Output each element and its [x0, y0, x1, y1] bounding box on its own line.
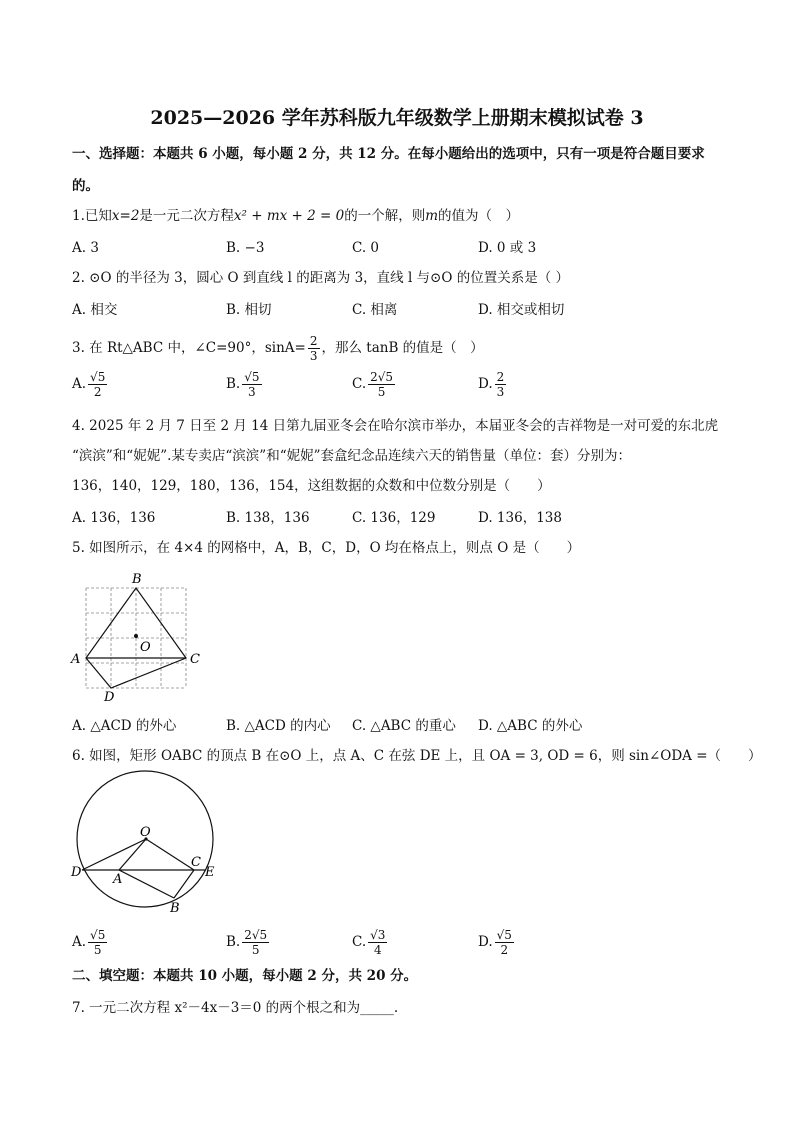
q2-option-a[interactable]: A. 相交	[72, 302, 118, 318]
q6-option-d[interactable]	[478, 928, 516, 957]
q6-circle-figure	[66, 770, 226, 920]
q6-label-o: O	[140, 825, 151, 840]
q4-option-d[interactable]: D. 136，138	[478, 510, 562, 526]
q6-option-a[interactable]	[72, 928, 109, 957]
q3-option-a-den: 2	[93, 385, 102, 399]
q1-post2: 的值为（ ）	[438, 208, 520, 224]
q6-segment-oa	[119, 839, 146, 870]
q6-option-c-label: C.	[352, 934, 367, 950]
q6-label-a: A	[113, 872, 123, 887]
q6-option-c[interactable]	[352, 928, 389, 957]
q3-option-c-den: 5	[377, 385, 386, 399]
q1-equation: x² + mx + 2 = 0	[233, 208, 345, 224]
q3-option-b-label: B.	[226, 376, 241, 392]
q2-option-b[interactable]: B. 相切	[226, 302, 272, 318]
q3-frac-num: 2	[309, 334, 318, 348]
section2-heading: 二、填空题：本题共 10 小题，每小题 2 分，共 20 分。	[72, 968, 418, 984]
q1-post: 的一个解，则	[344, 208, 426, 224]
q1-x-value: x=2	[111, 208, 140, 224]
q5-option-b[interactable]: B. △ACD 的内心	[226, 718, 331, 734]
q6-segment-bc	[174, 870, 194, 898]
q3-option-d[interactable]	[478, 370, 508, 399]
q2-option-c[interactable]: C. 相离	[352, 302, 398, 318]
q1-option-b[interactable]: B. −3	[226, 240, 265, 256]
q3-option-a-label: A.	[72, 376, 87, 392]
q1-option-c[interactable]: C. 0	[352, 240, 380, 256]
q1-option-a[interactable]: A. 3	[72, 240, 99, 256]
q4-option-c[interactable]: C. 136，129	[352, 510, 436, 526]
q5-label-c: C	[190, 652, 200, 667]
q6-segment-od	[82, 839, 146, 870]
section1-heading: 一、选择题：本题共 6 小题，每小题 2 分，共 12 分。在每小题给出的选项中，只有一项是符合题目要求	[72, 146, 705, 162]
question-5: 5. 如图所示，在 4×4 的网格中，A，B，C，D，O 均在格点上，则点 O 是（ ）	[72, 540, 581, 556]
q2-option-d[interactable]: D. 相交或相切	[478, 302, 565, 318]
question-4-line2: “滨滨”和“妮妮”.某专卖店“滨滨”和“妮妮”套盒纪念品连续六天的销售量（单位：套）分别为：	[72, 448, 632, 464]
q3-option-b[interactable]	[226, 370, 264, 399]
q6-option-a-den: 5	[93, 943, 102, 957]
q6-label-e: E	[205, 865, 215, 880]
question-4-line3: 136，140，129，180，136，154，这组数据的众数和中位数分别是（ ）	[72, 478, 551, 494]
q5-option-a[interactable]: A. △ACD 的外心	[72, 718, 177, 734]
q5-grid-figure	[68, 570, 208, 705]
q5-option-c[interactable]: C. △ABC 的重心	[352, 718, 456, 734]
q6-option-d-label: D.	[478, 934, 493, 950]
q6-option-b-label: B.	[226, 934, 241, 950]
q5-label-d: D	[104, 690, 115, 705]
q3-option-a[interactable]	[72, 370, 109, 399]
q3-option-c-label: C.	[352, 376, 367, 392]
q5-option-d[interactable]: D. △ABC 的外心	[478, 718, 583, 734]
q6-segment-ab	[119, 870, 174, 898]
q6-segment-oc	[146, 839, 194, 870]
q6-label-c: C	[191, 855, 201, 870]
q3-option-a-num: √5	[90, 370, 106, 384]
q6-option-c-num: √3	[370, 928, 386, 942]
q6-option-d-num: √5	[496, 928, 512, 942]
q3-option-b-den: 3	[248, 385, 256, 399]
q6-label-b: B	[170, 901, 180, 916]
q1-mid: 是一元二次方程	[139, 208, 234, 224]
question-3	[72, 334, 484, 363]
q1-pre: 1.已知	[72, 208, 112, 224]
q3-pre: 3. 在 Rt△ABC 中，∠C=90°，sinA=	[72, 340, 306, 356]
q5-label-a: A	[71, 652, 81, 667]
q3-option-c[interactable]	[352, 370, 397, 399]
exam-title: 2025—2026 学年苏科版九年级数学上册期末模拟试卷 3	[150, 107, 644, 129]
q3-frac-den: 3	[309, 349, 318, 363]
question-7: 7. 一元二次方程 x²－4x－3＝0 的两个根之和为_____.	[72, 1000, 399, 1016]
q6-option-b-num: 2√5	[244, 928, 268, 942]
q3-post: ，那么 tanB 的值是（ ）	[321, 340, 484, 356]
question-4-line1: 4. 2025 年 2 月 7 日至 2 月 14 日第九届亚冬会在哈尔滨市举办，本届亚冬会的吉祥物是一对可爱的东北虎	[72, 418, 719, 434]
q4-option-a[interactable]: A. 136，136	[72, 510, 156, 526]
q4-option-b[interactable]: B. 138，136	[226, 510, 310, 526]
q6-option-a-label: A.	[72, 934, 87, 950]
q6-option-c-den: 4	[373, 943, 382, 957]
q5-label-o: O	[140, 640, 151, 655]
q6-option-d-den: 2	[500, 943, 509, 957]
q1-m: m	[425, 208, 439, 224]
q3-option-c-num: 2√5	[370, 370, 394, 384]
q3-option-b-num: √5	[244, 370, 260, 384]
q3-option-d-label: D.	[478, 376, 493, 392]
q3-fraction	[308, 334, 320, 363]
q6-option-a-num: √5	[90, 928, 106, 942]
q1-option-d[interactable]: D. 0 或 3	[478, 240, 537, 256]
question-6: 6. 如图，矩形 OABC 的顶点 B 在⊙O 上，点 A、C 在弦 DE 上，且 OA = 3, OD = 6，则 sin∠ODA =（ ）	[72, 748, 762, 764]
section1-heading-cont: 的。	[72, 178, 99, 194]
q3-option-d-num: 2	[496, 370, 505, 384]
q6-option-b[interactable]	[226, 928, 271, 957]
q5-label-b: B	[132, 572, 142, 587]
question-2: 2. ⊙O 的半径为 3，圆心 O 到直线 l 的距离为 3，直线 l 与⊙O 的位置关系是（ ）	[72, 270, 570, 286]
q6-label-d: D	[71, 865, 82, 880]
q6-option-b-den: 5	[251, 943, 260, 957]
question-1	[72, 206, 519, 226]
q3-option-d-den: 3	[496, 385, 505, 399]
q5-point-o	[134, 634, 138, 638]
